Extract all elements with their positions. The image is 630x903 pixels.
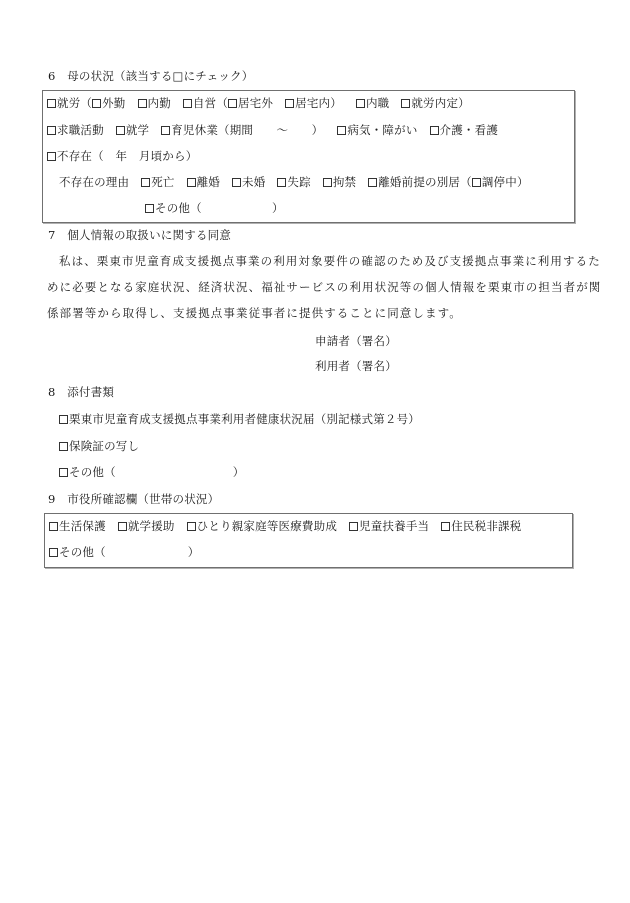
label-inside-home: 居宅内） — [295, 96, 342, 110]
checkbox-outside-work[interactable] — [92, 99, 101, 108]
checkbox-detained[interactable] — [323, 178, 332, 187]
label-household-other: その他（ ） — [59, 545, 200, 559]
label-illness-disability: 病気・障がい — [347, 123, 418, 137]
checkbox-single-parent-medical[interactable] — [187, 522, 196, 531]
label-absence-other: その他（ ） — [155, 201, 284, 215]
consent-text-line3: 係部署等から取得し、支援拠点事業従事者に提供することに同意します。 — [47, 306, 462, 320]
checkbox-household-other[interactable] — [49, 548, 58, 557]
section8-heading: 8 添付書類 — [48, 385, 115, 399]
consent-text-line2: めに必要となる家庭状況、経済状況、福祉サービスの利用状況等の個人情報を栗東市の担当者が関 — [47, 280, 602, 294]
checkbox-home-job[interactable] — [356, 99, 365, 108]
mother-status-row1 — [47, 96, 470, 110]
checkbox-absence-other[interactable] — [145, 204, 154, 213]
label-studying: 就学 — [125, 123, 150, 137]
label-death: 死亡 — [151, 175, 175, 189]
label-attachment-other: その他（ ） — [69, 465, 245, 479]
attachment-item — [59, 439, 139, 453]
checkbox-health-report[interactable] — [59, 415, 68, 424]
checkbox-absent[interactable] — [47, 152, 56, 161]
checkbox-school-aid[interactable] — [118, 522, 127, 531]
mother-status-row5 — [145, 201, 284, 215]
checkbox-inside-home[interactable] — [285, 99, 294, 108]
label-tax-exempt: 住民税非課税 — [451, 519, 522, 533]
attachment-item — [59, 465, 245, 479]
label-job-seeking: 求職活動 — [57, 123, 104, 137]
section9-heading: 9 市役所確認欄（世帯の状況） — [48, 492, 220, 506]
checkbox-childcare-leave[interactable] — [161, 126, 170, 135]
mother-status-row4 — [59, 175, 529, 189]
label-inside-work: 内勤 — [147, 96, 171, 110]
label-self-employed: 自営（ — [192, 96, 229, 110]
mother-status-row2 — [47, 123, 498, 137]
checkbox-outside-home[interactable] — [228, 99, 237, 108]
household-status-row2 — [49, 545, 199, 559]
checkbox-nursing-care[interactable] — [430, 126, 439, 135]
checkbox-job-offer[interactable] — [401, 99, 410, 108]
checkbox-studying[interactable] — [116, 126, 125, 135]
checkbox-job-seeking[interactable] — [47, 126, 56, 135]
checkbox-divorce[interactable] — [187, 178, 196, 187]
attachment-item — [59, 412, 420, 426]
label-unmarried: 未婚 — [242, 175, 266, 189]
checkbox-self-employed[interactable] — [183, 99, 192, 108]
label-childcare-leave: 育児休業（期間 ～ ） — [171, 123, 324, 137]
label-mediation: 調停中） — [481, 175, 529, 189]
checkbox-employed[interactable] — [47, 99, 56, 108]
household-status-row1 — [49, 519, 521, 533]
consent-text-line1: 私は、栗東市児童育成支援拠点事業の利用対象要件の確認のため及び支援拠点事業に利用するた — [59, 254, 601, 268]
label-job-offer: 就労内定） — [411, 96, 470, 110]
checkbox-child-rearing-allowance[interactable] — [349, 522, 358, 531]
checkbox-insurance-copy[interactable] — [59, 442, 68, 451]
section6-heading: 6 母の状況（該当する□にチェック） — [48, 69, 254, 83]
checkbox-mediation[interactable] — [472, 178, 481, 187]
label-school-aid: 就学援助 — [127, 519, 175, 533]
checkbox-illness-disability[interactable] — [337, 126, 346, 135]
label-insurance-copy: 保険証の写し — [69, 439, 140, 453]
label-welfare: 生活保護 — [59, 519, 106, 533]
label-separation: 離婚前提の別居（ — [378, 175, 472, 189]
checkbox-welfare[interactable] — [49, 522, 58, 531]
label-absent: 不存在（ 年 月頃から） — [57, 149, 198, 163]
checkbox-death[interactable] — [141, 178, 150, 187]
label-missing: 失踪 — [287, 175, 311, 189]
checkbox-missing[interactable] — [277, 178, 286, 187]
label-home-job: 内職 — [365, 96, 390, 110]
mother-status-row3 — [47, 149, 197, 163]
label-outside-home: 居宅外 — [238, 96, 274, 110]
section7-heading: 7 個人情報の取扱いに関する同意 — [48, 228, 232, 242]
label-health-report: 栗東市児童育成支援拠点事業利用者健康状況届（別記様式第２号） — [69, 412, 420, 426]
checkbox-separation[interactable] — [368, 178, 377, 187]
label-absence-reason: 不存在の理由 — [59, 175, 130, 189]
applicant-signature-label: 申請者（署名） — [315, 334, 397, 348]
label-nursing-care: 介護・看護 — [439, 123, 499, 137]
checkbox-inside-work[interactable] — [138, 99, 147, 108]
checkbox-attachment-other[interactable] — [59, 468, 68, 477]
label-outside-work: 外勤 — [102, 96, 126, 110]
label-single-parent-medical: ひとり親家庭等医療費助成 — [196, 519, 338, 533]
label-employed: 就労（ — [57, 96, 93, 110]
checkbox-tax-exempt[interactable] — [441, 522, 450, 531]
label-divorce: 離婚 — [196, 175, 221, 189]
label-child-rearing-allowance: 児童扶養手当 — [359, 519, 430, 533]
checkbox-unmarried[interactable] — [232, 178, 241, 187]
label-detained: 拘禁 — [332, 175, 357, 189]
user-signature-label: 利用者（署名） — [315, 359, 397, 373]
